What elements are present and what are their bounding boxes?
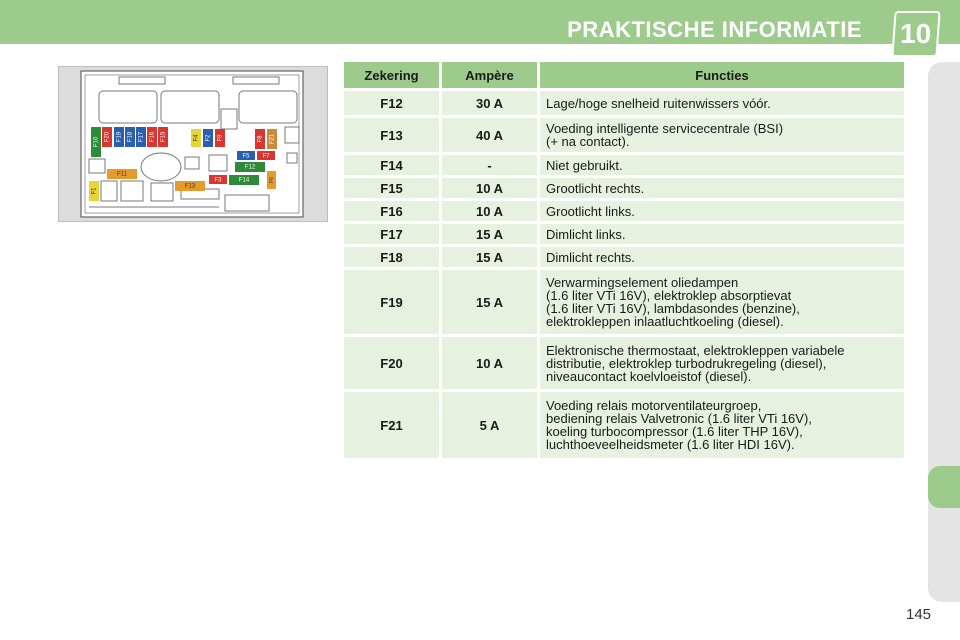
fuse-cell: F14 — [344, 155, 439, 175]
table-row — [344, 270, 904, 334]
fuse-f16 — [147, 127, 157, 147]
function-line: Verwarmingselement oliedampen — [546, 275, 739, 290]
fuse-box-diagram — [58, 66, 328, 222]
function-cell — [537, 270, 904, 334]
fuse-f17 — [136, 127, 146, 147]
fuse-f18 — [125, 127, 135, 147]
fuse-f11-label: F11 — [117, 171, 127, 178]
fuse-f8-label: F8 — [257, 135, 264, 143]
fuse-f13-label: F13 — [184, 183, 196, 190]
function-line: Voeding intelligente servicecentrale (BSI) — [546, 121, 784, 136]
amp-cell: 40 A — [439, 118, 537, 152]
function-cell — [537, 337, 904, 389]
function-line: Voeding relais motorventilateurgroep, — [546, 398, 762, 413]
function-cell — [537, 224, 904, 244]
header-functies: Functies — [537, 62, 904, 88]
fuse-f21-label: F21 — [269, 133, 276, 145]
function-cell — [537, 392, 904, 458]
page-title: PRAKTISCHE INFORMATIE — [567, 17, 862, 42]
table-row — [344, 178, 904, 198]
fuse-f15-label: F15 — [160, 131, 167, 143]
fuse-f19 — [114, 127, 124, 147]
chapter-number: 10 — [900, 18, 932, 49]
amp-cell: 10 A — [439, 178, 537, 198]
function-line: Dimlicht links. — [546, 226, 626, 242]
fuse-f10 — [91, 127, 101, 157]
table-row — [344, 224, 904, 244]
table-row — [344, 392, 904, 458]
header-ampere: Ampère — [439, 62, 537, 88]
function-cell — [537, 155, 904, 175]
fuse-f9-label: F9 — [217, 134, 224, 142]
function-line: bediening relais Valvetronic (1.6 liter VTi 16V), — [546, 411, 812, 426]
function-line: luchthoeveelheidsmeter (1.6 liter HDI 16V). — [546, 437, 795, 452]
table-row — [344, 247, 904, 267]
fuse-f13 — [175, 181, 205, 191]
fuse-f14 — [229, 175, 259, 185]
fuse-f16-label: F16 — [149, 131, 156, 143]
fuse-f17-label: F17 — [138, 131, 145, 143]
function-cell — [537, 178, 904, 198]
fuse-f5-label: F5 — [242, 153, 250, 160]
page-number: 145 — [906, 606, 932, 623]
table-row — [344, 201, 904, 221]
fuse-f20 — [102, 127, 112, 147]
function-cell — [537, 118, 904, 152]
fuse-f20-label: F20 — [104, 131, 111, 143]
fuse-f7 — [257, 151, 275, 160]
table-row — [344, 118, 904, 152]
fuse-f12 — [235, 162, 265, 172]
side-tab-strip — [928, 62, 960, 602]
function-cell — [537, 201, 904, 221]
fuse-f1 — [89, 181, 99, 201]
fuse-cell: F18 — [344, 247, 439, 267]
fuse-cell: F21 — [344, 392, 439, 458]
fuse-f1-label: F1 — [91, 187, 98, 195]
amp-cell: 15 A — [439, 247, 537, 267]
function-cell — [537, 247, 904, 267]
table-row — [344, 91, 904, 115]
function-line: Grootlicht links. — [546, 203, 635, 219]
fuse-f12-label: F12 — [244, 164, 256, 171]
function-line: distributie, elektroklep turbodrukregeling (diesel), — [546, 355, 827, 371]
fuse-box-svg — [59, 67, 327, 221]
fuse-cell: F19 — [344, 270, 439, 334]
chapter-badge — [891, 11, 940, 57]
table-header-row — [344, 62, 904, 88]
function-line: Niet gebruikt. — [546, 157, 623, 173]
function-line: (1.6 liter VTi 16V), lambdasondes (benzine), — [546, 301, 800, 316]
amp-cell: 15 A — [439, 270, 537, 334]
side-tab-active[interactable] — [928, 466, 960, 508]
amp-cell: - — [439, 155, 537, 175]
function-line: Elektronische thermostaat, elektrokleppen variabele — [546, 342, 845, 358]
fuse-f3 — [209, 175, 227, 184]
fuse-cell: F13 — [344, 118, 439, 152]
fuse-cell: F20 — [344, 337, 439, 389]
function-line: Dimlicht rechts. — [546, 249, 635, 265]
header-zekering: Zekering — [344, 62, 439, 88]
amp-cell: 10 A — [439, 337, 537, 389]
fuse-f4-label: F4 — [193, 134, 200, 142]
fuse-f2-label: F2 — [205, 134, 212, 142]
function-line: (1.6 liter VTi 16V), elektroklep absorptievat — [546, 288, 792, 303]
fuse-cell: F15 — [344, 178, 439, 198]
fuse-f21 — [267, 129, 277, 149]
fuse-f19-label: F19 — [116, 131, 123, 143]
fuse-table — [344, 62, 904, 461]
amp-cell: 10 A — [439, 201, 537, 221]
fuse-f6-label: F6 — [268, 177, 275, 183]
fuse-f10-label: F10 — [93, 136, 100, 148]
fuse-f11 — [107, 169, 137, 179]
fuse-f14-label: F14 — [238, 177, 250, 184]
fuse-cell: F17 — [344, 224, 439, 244]
fuse-f4 — [191, 129, 201, 147]
function-line: Grootlicht rechts. — [546, 180, 645, 196]
fuse-f8 — [255, 129, 265, 149]
fuse-f5 — [237, 151, 255, 160]
amp-cell: 15 A — [439, 224, 537, 244]
amp-cell: 5 A — [439, 392, 537, 458]
fuse-cell: F12 — [344, 91, 439, 115]
function-line: niveaucontact koelvloeistof (diesel). — [546, 368, 752, 384]
function-line: (+ na contact). — [546, 134, 630, 149]
function-cell — [537, 91, 904, 115]
fuse-f15 — [158, 127, 168, 147]
function-line: elektrokleppen inlaatluchtkoeling (diesel). — [546, 314, 784, 329]
function-line: koeling turbocompressor (1.6 liter THP 16V), — [546, 424, 803, 439]
function-line: Lage/hoge snelheid ruitenwissers vóór. — [546, 95, 771, 111]
fuse-f2 — [203, 129, 213, 147]
amp-cell: 30 A — [439, 91, 537, 115]
table-row — [344, 337, 904, 389]
table-row — [344, 155, 904, 175]
fuse-f7-label: F7 — [262, 153, 270, 160]
fuse-f18-label: F18 — [127, 131, 134, 143]
fuse-f9 — [215, 129, 225, 147]
fuse-f6 — [267, 171, 276, 189]
fuse-cell: F16 — [344, 201, 439, 221]
fuse-f3-label: F3 — [214, 177, 222, 184]
